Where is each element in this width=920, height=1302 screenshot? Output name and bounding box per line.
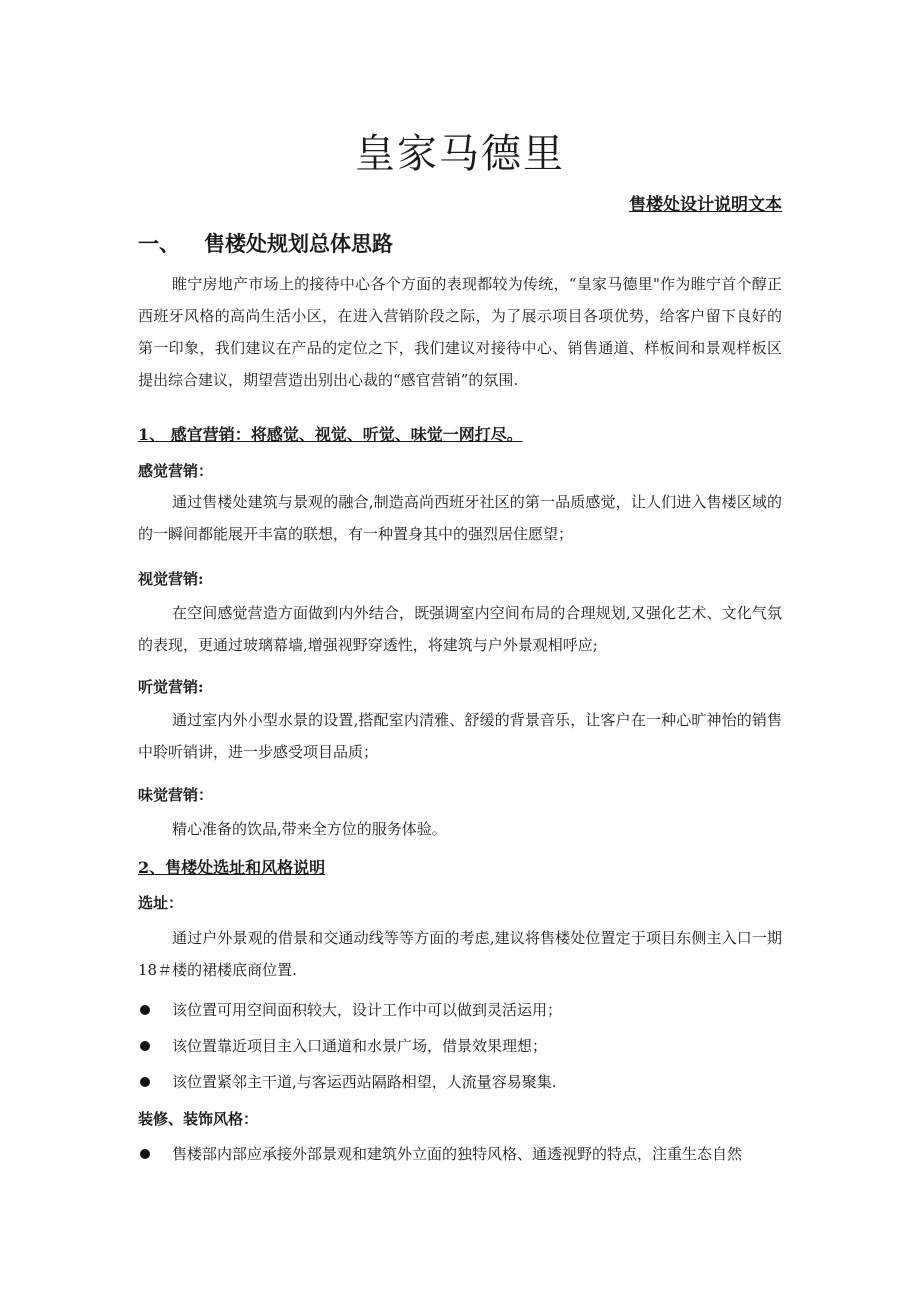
bullet-dot-icon [140, 1077, 150, 1087]
bullet-dot-icon [140, 1005, 150, 1015]
site-bullet-2 [138, 1030, 782, 1062]
document-title: 皇家马德里 [355, 131, 565, 177]
document-subtitle: 售楼处设计说明文本 [629, 195, 782, 215]
taste-marketing-label: 味觉营销： [138, 786, 214, 804]
site-bullet-3 [138, 1066, 782, 1098]
intro-paragraph: 睢宁房地产市场上的接待中心各个方面的表现都较为传统，“皇家马德里"作为睢宁首个醇正西班牙风格的高尚生活小区，在进入营销阶段之际，为了展示项目各项优势，给客户留下良好的第一印象，我们建议在产品的定位之下，我们建议对接待中心、销售通道、样板间和景观样板区提出综合建议，期望营造出别出心裁的“感官营销”的氛围. [138, 275, 782, 389]
audio-marketing-text: 通过室内外小型水景的设置,搭配室内清雅、舒缓的背景音乐，让客户在一种心旷神怡的销售中聆听销讲，进一步感受项目品质； [138, 711, 782, 761]
style-bullet-1-text: 售楼部内部应承接外部景观和建筑外立面的独特风格、通透视野的特点，注重生态自然 [172, 1145, 743, 1163]
style-bullet-1 [138, 1138, 782, 1170]
bullet-dot-icon [140, 1041, 150, 1051]
site-bullet-1 [138, 994, 782, 1026]
sense-marketing-text: 通过售楼处建筑与景观的融合,制造高尚西班牙社区的第一品质感觉，让人们进入售楼区域的的一瞬间都能展开丰富的联想，有一种置身其中的强烈居住愿望； [138, 493, 782, 543]
audio-marketing-label: 听觉营销: [138, 678, 204, 696]
subsection-2-heading: 2、售楼处选址和风格说明 [138, 858, 326, 877]
visual-marketing-label: 视觉营销: [138, 570, 204, 588]
style-label: 装修、装饰风格： [138, 1110, 259, 1128]
subsection-1-heading: 1、 感官营销：将感觉、视觉、听觉、味觉一网打尽。 [138, 425, 523, 444]
taste-marketing-text: 精心准备的饮品,带来全方位的服务体验。 [172, 820, 447, 838]
site-label: 选址： [138, 894, 184, 912]
section-1-heading [138, 228, 393, 258]
section-1-number: 一、 [138, 232, 180, 256]
section-1-title: 售楼处规划总体思路 [204, 232, 393, 256]
visual-marketing-text: 在空间感觉营造方面做到内外结合，既强调室内空间布局的合理规划,又强化艺术、文化气氛的表现，更通过玻璃幕墙,增强视野穿透性，将建筑与户外景观相呼应; [138, 604, 782, 654]
bullet-dot-icon [140, 1149, 150, 1159]
site-bullet-3-text: 该位置紧邻主干道,与客运西站隔路相望，人流量容易聚集. [172, 1073, 557, 1091]
site-text: 通过户外景观的借景和交通动线等等方面的考虑,建议将售楼处位置定于项目东侧主入口一期 18＃楼的裙楼底商位置. [138, 929, 782, 979]
site-bullet-2-text: 该位置靠近项目主入口通道和水景广场，借景效果理想； [172, 1037, 548, 1055]
site-bullet-1-text: 该位置可用空间面积较大，设计工作中可以做到灵活运用； [172, 1001, 563, 1019]
sense-marketing-label: 感觉营销： [138, 462, 214, 480]
